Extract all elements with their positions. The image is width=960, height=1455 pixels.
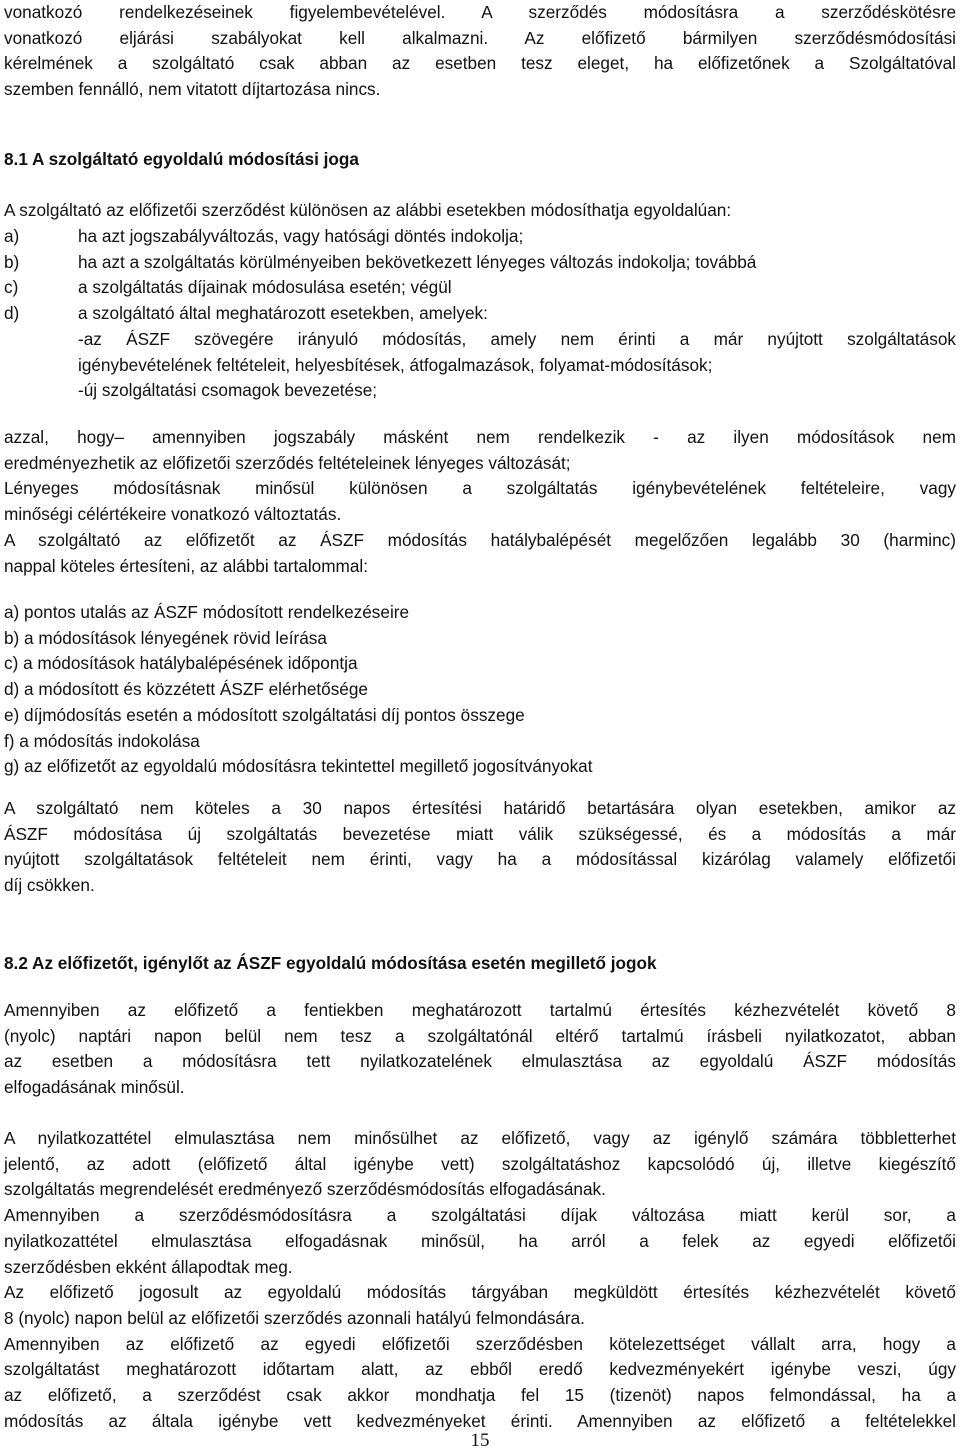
list-label: d) bbox=[4, 303, 20, 324]
section-heading: 8.1 A szolgáltató egyoldalú módosítási joga bbox=[4, 149, 359, 169]
list-label: c) bbox=[4, 277, 19, 298]
text-line: kérelmének a szolgáltató csak abban az esetben tesz eleget, ha előfizetőnek a Szolgáltatóval bbox=[4, 53, 956, 74]
text-line: szerződésben ekként állapodtak meg. bbox=[4, 1256, 293, 1277]
condition-list bbox=[4, 224, 956, 404]
text-line: módosítás az általa igénybe vett kedvezményeket érinti. Amennyiben az előfizető a feltételekkel bbox=[4, 1410, 956, 1431]
text-line: A nyilatkozattétel elmulasztása nem minősülhet az előfizető, vagy az igénylő számára többletterhet bbox=[4, 1128, 956, 1148]
text-line: nappal köteles értesíteni, az alábbi tartalommal: bbox=[4, 555, 369, 576]
text-line: minőségi célértékeire vonatkozó változtatás. bbox=[4, 504, 342, 525]
sub-line: -új szolgáltatási csomagok bevezetése; bbox=[78, 380, 378, 401]
text-line: Az előfizető jogosult az egyoldalú módosítás tárgyában megküldött értesítés kézhezvételét követő bbox=[4, 1282, 956, 1303]
text-line: eredményezhetik az előfizetői szerződés feltételeinek lényeges változását; bbox=[4, 452, 571, 473]
text-line: (nyolc) naptári napon belül nem tesz a szolgáltatónál eltérő tartalmú írásbeli nyilatkozatot, abban bbox=[4, 1025, 956, 1046]
text-line: Amennyiben a szerződésmódosításra a szolgáltatási díjak változása miatt kerül sor, a bbox=[4, 1205, 956, 1226]
text-line: jelentő, az adott (előfizető által igénybe vett) szolgáltatáshoz kapcsolódó új, illetve kiegészítő bbox=[4, 1153, 956, 1174]
text-line: Lényeges módosításnak minősül különösen a szolgáltatás igénybevételének feltételeire, vagy bbox=[4, 478, 956, 499]
list-item: e) díjmódosítás esetén a módosított szolgáltatási díj pontos összege bbox=[4, 704, 525, 725]
list-item: g) az előfizetőt az egyoldalú módosításra tekintettel megillető jogosítványokat bbox=[4, 756, 593, 777]
list-item: f) a módosítás indokolása bbox=[4, 730, 200, 751]
paragraph bbox=[4, 796, 956, 899]
section-heading: 8.2 Az előfizetőt, igénylőt az ÁSZF egyoldalú módosítása esetén megillető jogok bbox=[4, 953, 657, 973]
intro-paragraph bbox=[4, 0, 956, 103]
text-line: nyújtott szolgáltatások feltételeit nem érinti, vagy ha a módosítással kizárólag valamely előfizetői bbox=[4, 849, 956, 870]
list-text: a szolgáltató által meghatározott esetekben, amelyek: bbox=[78, 303, 488, 324]
text-line: 8 (nyolc) napon belül az előfizetői szerződés azonnali hatályú felmondására. bbox=[4, 1307, 585, 1328]
text-line: szolgáltatás megrendelését eredményező szerződésmódosítás elfogadásának. bbox=[4, 1179, 606, 1200]
list-text: ha azt a szolgáltatás körülményeiben bekövetkezett lényeges változás indokolja; továbbá bbox=[78, 251, 757, 272]
text-line: ÁSZF módosítása új szolgáltatás bevezetése miatt válik szükségessé, és a módosítás a már bbox=[4, 823, 956, 844]
lead-sentence: A szolgáltató az előfizetői szerződést különösen az alábbi esetekben módosíthatja egyoldalúan: bbox=[4, 200, 732, 220]
text-line: Amennyiben az előfizető a fentiekben meghatározott tartalmú értesítés kézhezvételét követő 8 bbox=[4, 1000, 956, 1020]
text-line: A szolgáltató nem köteles a 30 napos értesítési határidő betartására olyan esetekben, amikor az bbox=[4, 798, 956, 818]
list-item: d) a módosított és közzétett ÁSZF elérhetősége bbox=[4, 679, 368, 700]
notice-content-list bbox=[4, 600, 956, 780]
text-line: A szolgáltató az előfizetőt az ÁSZF módosítás hatálybalépését megelőzően legalább 30 (harminc) bbox=[4, 529, 956, 550]
list-item bbox=[4, 224, 956, 250]
text-line: az előfizető, a szerződést csak akkor mondhatja fel 15 (tizenöt) napos felmondással, ha a bbox=[4, 1385, 956, 1406]
list-item: c) a módosítások hatálybalépésének időpontja bbox=[4, 653, 358, 674]
text-line: elfogadásának minősül. bbox=[4, 1077, 185, 1098]
text-line: szolgáltatást meghatározott időtartam alatt, az ebből eredő kedvezményekért igénybe veszi, úgy bbox=[4, 1359, 956, 1380]
sub-line: igénybevételének feltételeit, helyesbítések, átfogalmazások, folyamat-módosítások; bbox=[78, 354, 713, 375]
text-line: vonatkozó rendelkezéseinek figyelembevételével. A szerződés módosításra a szerződéskötésre bbox=[4, 2, 956, 22]
list-item bbox=[4, 275, 956, 301]
list-text: a szolgáltatás díjainak módosulása esetén; végül bbox=[78, 277, 452, 298]
sub-line: -az ÁSZF szövegére irányuló módosítás, amely nem érinti a már nyújtott szolgáltatások bbox=[78, 328, 956, 349]
list-label: a) bbox=[4, 226, 20, 246]
list-item: a) pontos utalás az ÁSZF módosított rendelkezéseire bbox=[4, 602, 410, 622]
text-line: az esetben a módosításra tett nyilatkozatelének elmulasztása az egyoldalú ÁSZF módosítás bbox=[4, 1051, 956, 1072]
text-line: díj csökken. bbox=[4, 875, 95, 896]
paragraph bbox=[4, 998, 956, 1101]
list-item bbox=[4, 301, 956, 327]
text-line: Amennyiben az előfizető az egyedi előfizetői szerződésben kötelezettséget vállalt arra, hogy a bbox=[4, 1333, 956, 1354]
list-label: b) bbox=[4, 251, 20, 272]
page-number: 15 bbox=[470, 1430, 490, 1451]
text-line: szemben fennálló, nem vitatott díjtartozása nincs. bbox=[4, 79, 381, 100]
paragraph bbox=[4, 425, 956, 579]
text-line: nyilatkozattétel elmulasztása elfogadásnak minősül, ha arról a felek az egyedi előfizetői bbox=[4, 1230, 956, 1251]
paragraph bbox=[4, 1126, 956, 1434]
list-item bbox=[4, 250, 956, 276]
text-line: vonatkozó eljárási szabályokat kell alkalmazni. Az előfizető bármilyen szerződésmódosítási bbox=[4, 27, 956, 48]
list-text: ha azt jogszabályváltozás, vagy hatósági döntés indokolja; bbox=[78, 226, 524, 246]
text-line: azzal, hogy– amennyiben jogszabály másként nem rendelkezik - az ilyen módosítások nem bbox=[4, 427, 956, 447]
list-item: b) a módosítások lényegének rövid leírása bbox=[4, 627, 327, 648]
